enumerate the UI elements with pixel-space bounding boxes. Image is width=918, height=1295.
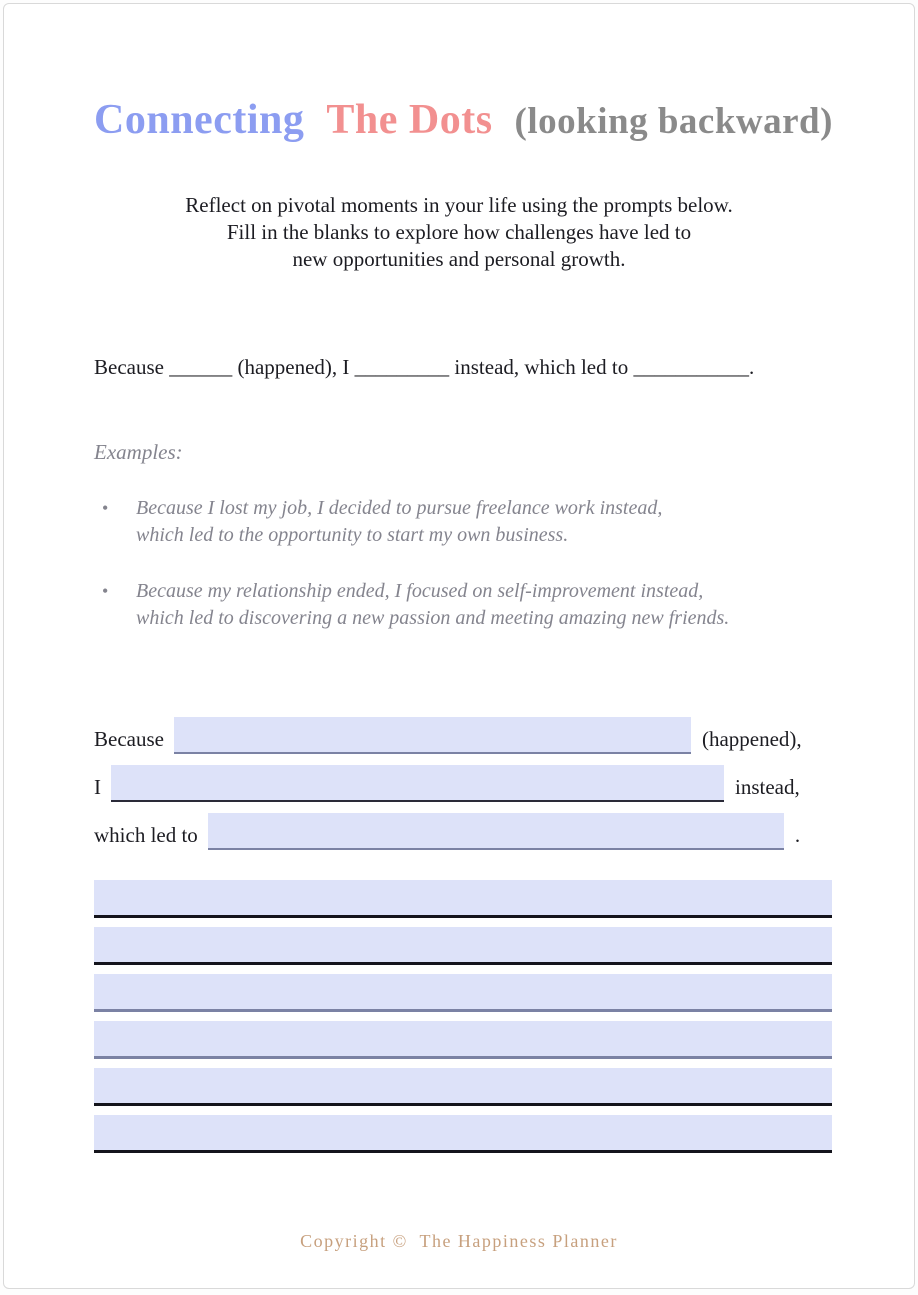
prompt-template-text: Because ______ (happened), I _________ instead, which led to ___________. <box>94 355 755 379</box>
bullet-icon: • <box>102 581 109 601</box>
example-list <box>94 495 824 632</box>
answer-line-input[interactable] <box>94 1021 832 1059</box>
fill-row-i <box>94 764 824 802</box>
answer-line-input[interactable] <box>94 927 832 965</box>
intro-text <box>94 192 824 273</box>
fill-suffix-instead: instead, <box>735 775 800 799</box>
fill-prefix-because: Because <box>94 727 164 751</box>
example-1-text <box>136 495 662 549</box>
fill-row-because <box>94 716 824 754</box>
answer-line-input[interactable] <box>94 1068 832 1106</box>
example-2-text <box>136 578 729 632</box>
worksheet-page <box>3 3 915 1289</box>
title-part-looking-backward: (looking backward) <box>514 101 833 142</box>
intro-line-3: new opportunities and personal growth. <box>292 247 626 271</box>
fill-prefix-which-led-to: which led to <box>94 823 198 847</box>
example-item-1 <box>94 495 824 549</box>
answer-line-input[interactable] <box>94 974 832 1012</box>
copyright-footer: Copyright © The Happiness Planner <box>300 1231 618 1251</box>
fill-in-section <box>94 716 824 860</box>
example-1-line-1: Because I lost my job, I decided to pursue freelance work instead, <box>136 497 663 519</box>
title-part-connecting: Connecting <box>94 97 305 143</box>
led-to-field-input[interactable] <box>208 813 784 850</box>
answer-line-input[interactable] <box>94 1115 832 1153</box>
because-field-input[interactable] <box>174 717 691 754</box>
example-2-line-2: which led to discovering a new passion and meeting amazing new friends. <box>136 607 730 629</box>
example-1-line-2: which led to the opportunity to start my own business. <box>136 524 569 546</box>
title-part-the-dots: The Dots <box>326 97 493 143</box>
fill-row-which-led-to <box>94 812 824 850</box>
fill-suffix-period: . <box>794 823 801 847</box>
example-2-line-1: Because my relationship ended, I focused on self-improvement instead, <box>136 580 704 602</box>
intro-line-1: Reflect on pivotal moments in your life using the prompts below. <box>185 193 733 217</box>
bullet-icon: • <box>102 498 109 518</box>
fill-suffix-happened: (happened), <box>701 727 802 751</box>
page-title <box>94 96 833 144</box>
fill-prefix-i: I <box>94 775 101 799</box>
instead-field-input[interactable] <box>111 765 724 802</box>
example-item-2 <box>94 578 824 632</box>
examples-label: Examples: <box>94 440 183 464</box>
answer-lines <box>94 880 824 1162</box>
intro-line-2: Fill in the blanks to explore how challenges have led to <box>226 220 692 244</box>
answer-line-input[interactable] <box>94 880 832 918</box>
